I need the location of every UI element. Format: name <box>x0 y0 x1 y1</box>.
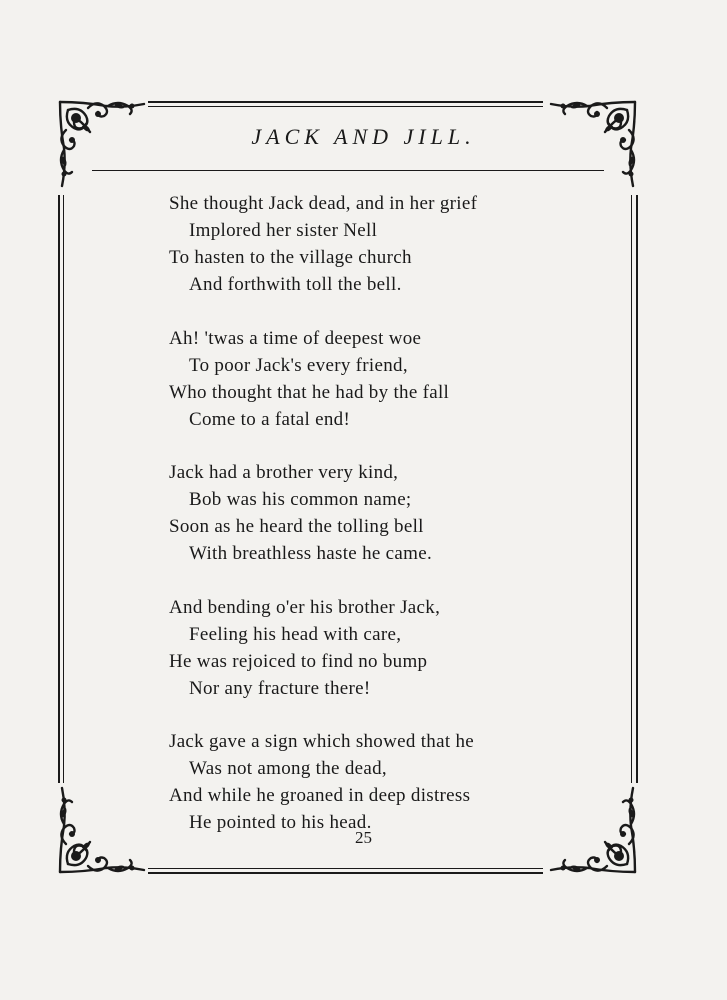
verse-line: Ah! 'twas a time of deepest woe <box>169 327 422 349</box>
verse-line: Was not among the dead, <box>189 758 387 779</box>
verse-line: With breathless haste he came. <box>189 543 433 564</box>
verse-line: To hasten to the village church <box>169 247 412 268</box>
verse-line: To poor Jack's every friend, <box>189 354 408 376</box>
title-divider <box>92 170 604 171</box>
page-title: JACK AND JILL. <box>251 124 476 149</box>
left-rule-inner <box>63 195 64 783</box>
verse-line: And forthwith toll the bell. <box>189 274 402 295</box>
verse-line: Jack had a brother very kind, <box>169 462 399 483</box>
right-rule-outer <box>636 195 638 783</box>
stanza <box>169 728 569 836</box>
stanza <box>169 190 569 298</box>
verse-line: Who thought that he had by the fall <box>169 381 450 403</box>
verse-line: He pointed to his head. <box>189 812 372 833</box>
verse-line: He was rejoiced to find no bump <box>169 650 428 672</box>
top-rule-outer <box>148 101 543 103</box>
verse-line: And bending o'er his brother Jack, <box>169 596 441 618</box>
stanza <box>169 459 569 567</box>
bottom-rule-inner <box>148 872 543 874</box>
stanza <box>169 325 569 433</box>
verse-line: Bob was his common name; <box>189 489 412 510</box>
left-rule-outer <box>58 195 60 783</box>
verse-line: Soon as he heard the tolling bell <box>169 516 424 537</box>
verse-line: Implored her sister Nell <box>189 220 378 241</box>
verse-line: Jack gave a sign which showed that he <box>169 731 474 752</box>
verse-line: And while he groaned in deep distress <box>169 785 471 806</box>
verse-line: Feeling his head with care, <box>189 623 402 645</box>
bottom-rule-outer <box>148 868 543 869</box>
poem-body <box>169 190 569 863</box>
verse-line: Nor any fracture there! <box>189 677 371 699</box>
right-rule-inner <box>631 195 632 783</box>
stanza <box>169 594 569 702</box>
verse-line: Come to a fatal end! <box>189 408 351 430</box>
verse-line: She thought Jack dead, and in her grief <box>169 193 478 214</box>
page-number: 25 <box>355 828 372 847</box>
top-rule-inner <box>148 106 543 107</box>
